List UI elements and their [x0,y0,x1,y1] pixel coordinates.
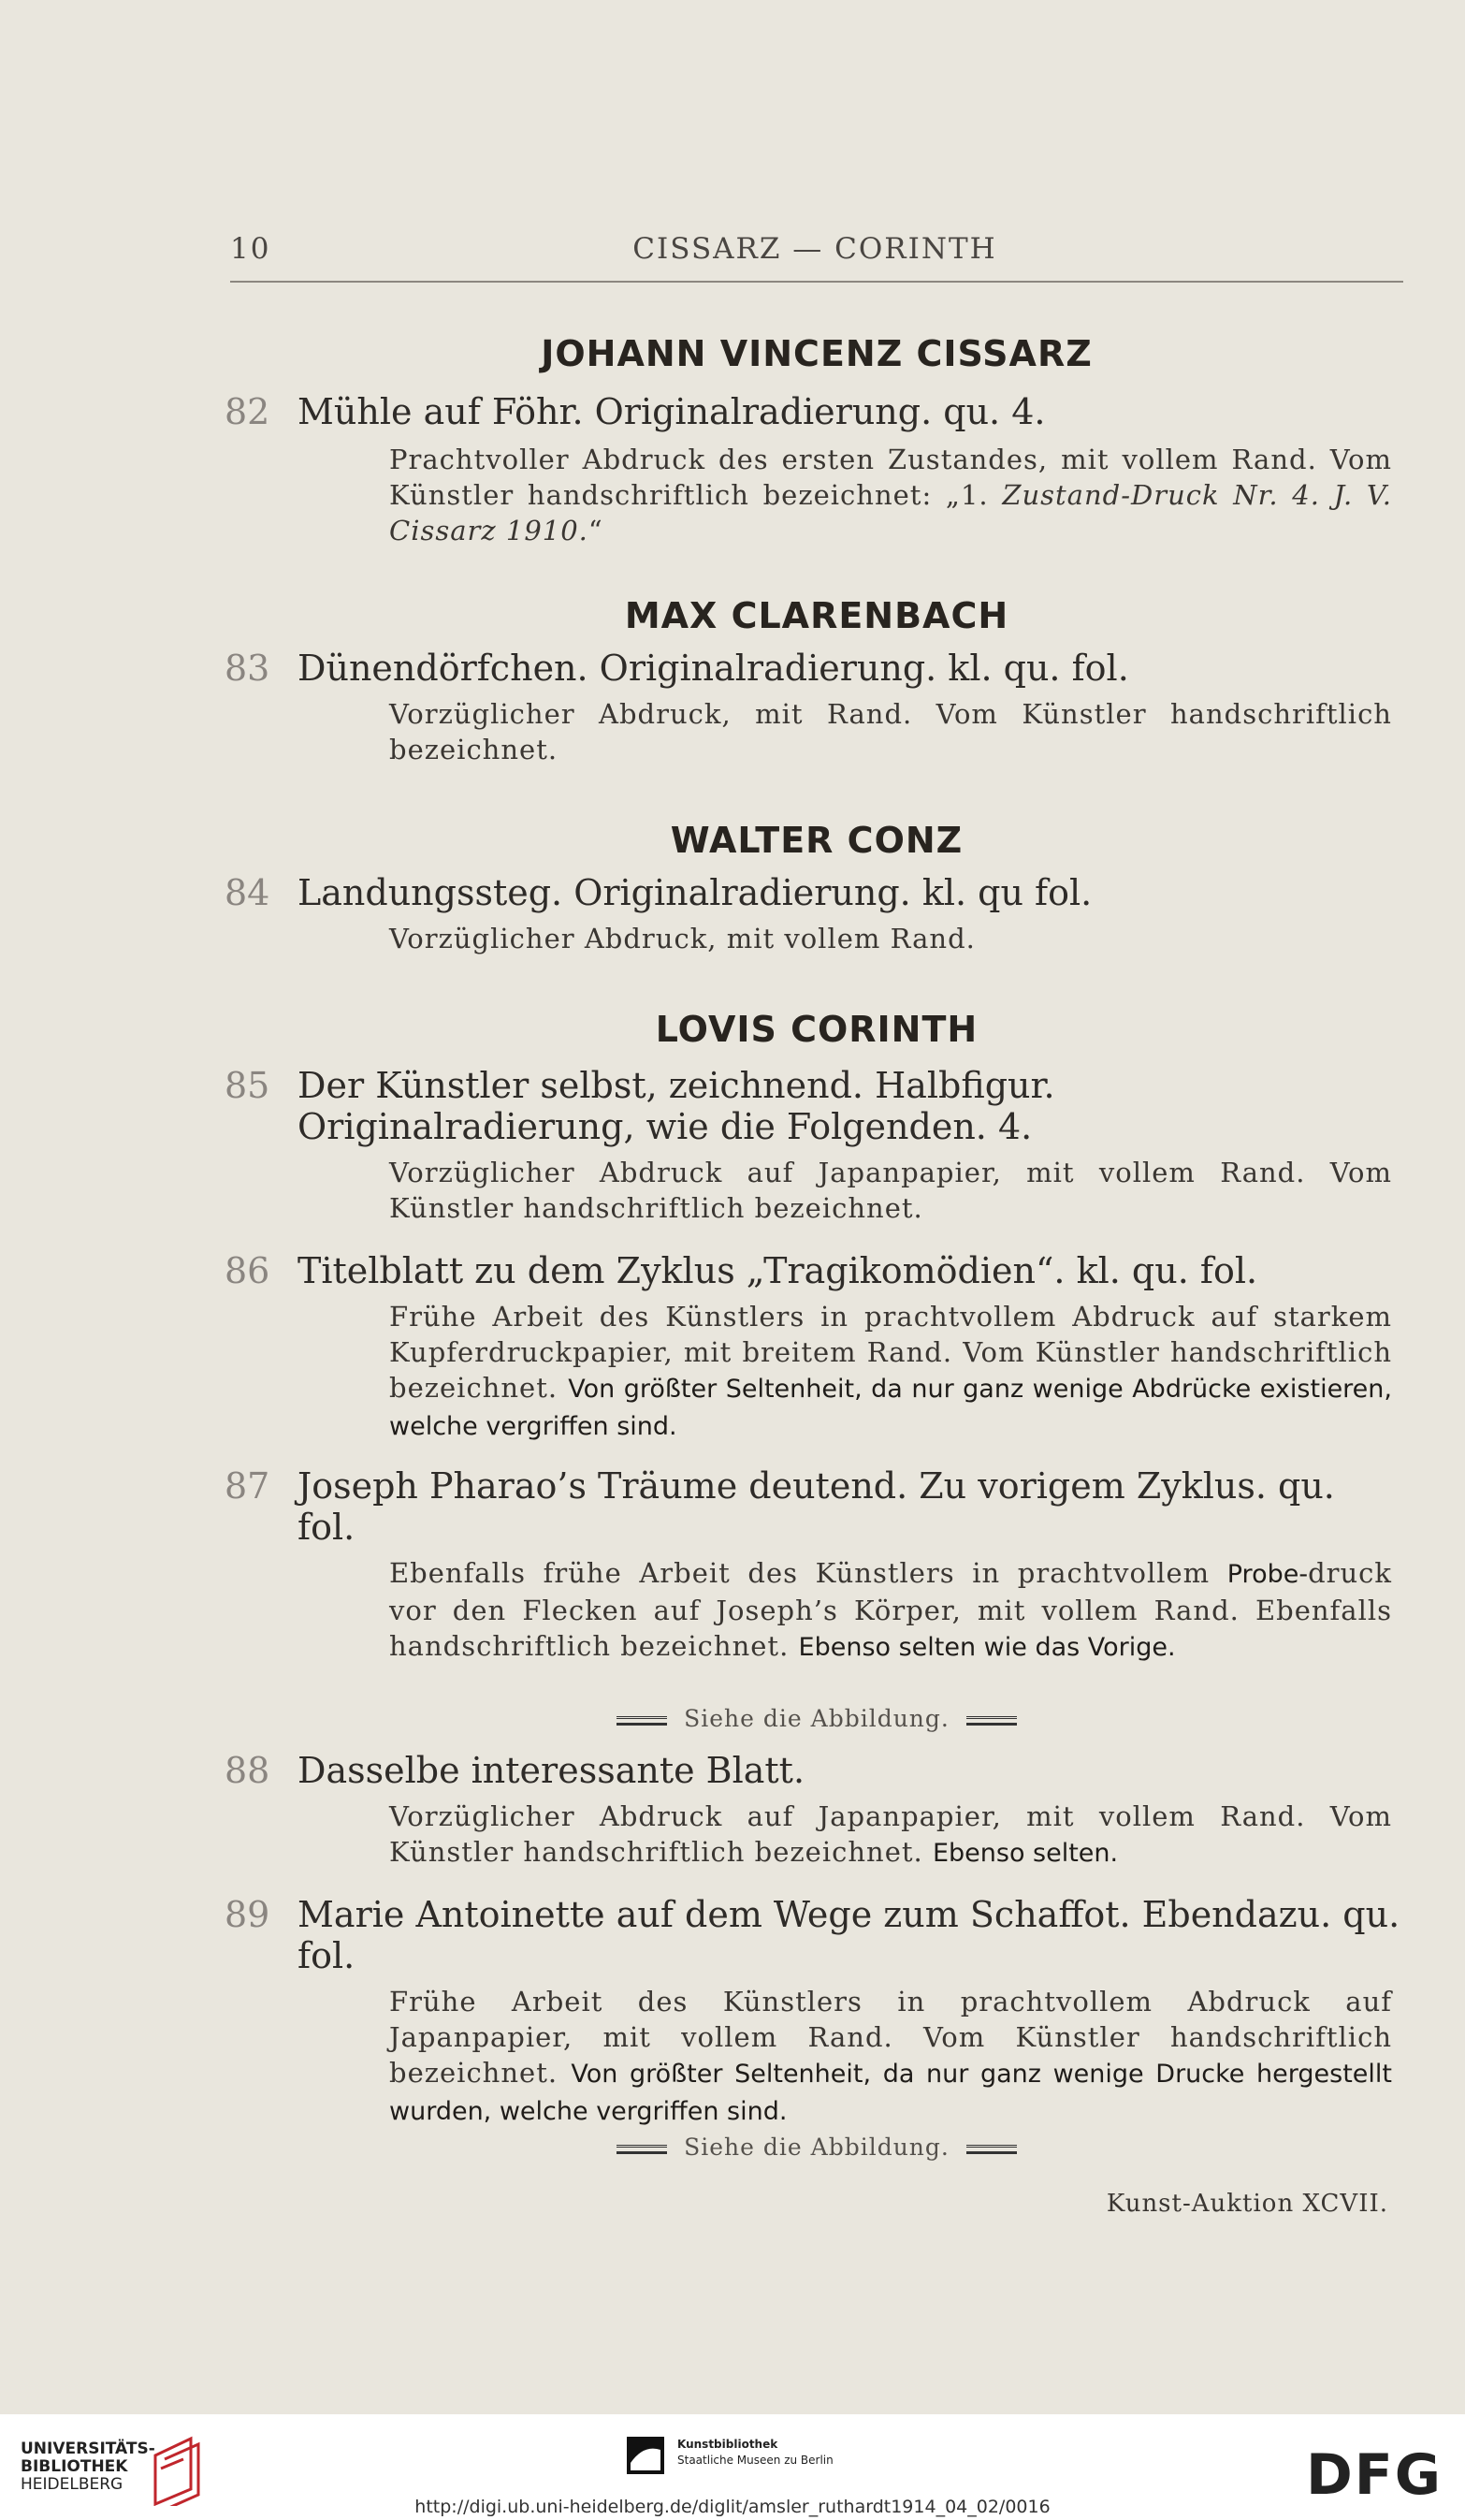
ornament-rule-right [966,2145,1017,2154]
rarity-note: Ebenso selten. [932,1839,1119,1868]
entry-description: Vorzüglicher Abdruck auf Japanpapier, mit vollem Rand. Vom Künstler handschriftlich bezeichnet. [389,1157,1392,1224]
see-illustration-note: Siehe die Abbildung. [230,2134,1403,2161]
entry-title: Mühle auf Föhr. Originalradierung. qu. 4. [297,391,1046,432]
entry-title: Titelblatt zu dem Zyklus „Tragikomödien“. kl. qu. fol. [297,1250,1258,1291]
entry-description: Vorzüglicher Abdruck, mit vollem Rand. [389,923,976,954]
running-header [230,232,1400,269]
auction-footer: Kunst-Auktion XCVII. [1106,2190,1388,2218]
rarity-note: Von größter Seltenheit, da nur ganz wenige Drucke hergestellt wurden, welche vergriffen sind. [389,2060,1393,2126]
inscription-italic: Zustand-Druck Nr. 4. J. V. Cissarz 1910. [389,479,1392,546]
entry-number: 83 [225,648,270,689]
entry-title: Marie Antoinette auf dem Wege zum Schaffot. Ebendazu. qu. fol. [297,1894,1400,1976]
kunstbibliothek-logo-text: Kunstbibliothek Staatliche Museen zu Berlin [677,2438,834,2467]
entry-number: 89 [225,1894,270,1935]
entry-description: Ebenfalls frühe Arbeit des Künstlers in prachtvollem Probe-druck vor den Flecken auf Joseph’s Körper, mit vollem Rand. Ebenfalls handschriftlich bezeichnet. Ebenso selten wie das Vorige. [389,1557,1392,1662]
entry-number: 86 [225,1250,270,1291]
entry-title: Joseph Pharao’s Träume deutend. Zu vorigem Zyklus. qu. fol. [297,1465,1335,1548]
entry-number: 82 [225,391,270,432]
entry-description: Frühe Arbeit des Künstlers in prachtvollem Abdruck auf starkem Kupferdruckpapier, mit breitem Rand. Vom Künstler handschriftlich bezeichnet. Von größter Seltenheit, da nur ganz wenige Abdrücke existieren, welche vergriffen sind. [389,1301,1392,1441]
ub-heidelberg-logo-text: UNIVERSITÄTS- BIBLIOTHEK HEIDELBERG [21,2440,155,2494]
ornament-rule-left [616,2145,667,2154]
entry-title: Der Künstler selbst, zeichnend. Halbfigur. Originalradierung, wie die Folgenden. 4. [297,1065,1055,1147]
ornament-rule-left [616,1716,667,1726]
entry-description: Frühe Arbeit des Künstlers in prachtvollem Abdruck auf Japanpapier, mit vollem Rand. Vom Künstler handschriftlich bezeichnet. Von größter Seltenheit, da nur ganz wenige Drucke hergestellt wurden, welche vergriffen sind. [389,1986,1393,2126]
rarity-note: Ebenso selten wie das Vorige. [798,1633,1176,1662]
rarity-note: Von größter Seltenheit, da nur ganz wenige Abdrücke existieren, welche vergriffen sind. [389,1375,1392,1441]
entry-description: Prachtvoller Abdruck des ersten Zustandes, mit vollem Rand. Vom Künstler handschriftlich bezeichnet: „1. Zustand-Druck Nr. 4. J. V. Cissarz 1910.“ [389,444,1392,546]
kunstbibliothek-logo-icon [625,2435,666,2476]
entry-title: Dünendörfchen. Originalradierung. kl. qu. fol. [297,648,1129,689]
entry-title: Dasselbe interessante Blatt. [297,1750,805,1791]
dfg-logo: DFG [1305,2442,1443,2508]
see-illustration-note: Siehe die Abbildung. [230,1705,1403,1732]
artist-heading-corinth: LOVIS CORINTH [655,1009,979,1050]
entry-title: Landungssteg. Originalradierung. kl. qu fol. [297,872,1093,913]
entry-description: Vorzüglicher Abdruck, mit Rand. Vom Künstler handschriftlich bezeichnet. [389,698,1392,765]
entry-number: 84 [225,872,270,913]
digitization-footer-band [0,2414,1465,2520]
entry-number: 85 [225,1065,270,1106]
running-title: CISSARZ — CORINTH [632,232,997,266]
page-number: 10 [230,232,271,266]
header-rule [230,281,1403,283]
entry-number: 88 [225,1750,270,1791]
entry-number: 87 [225,1465,270,1507]
artist-heading-conz: WALTER CONZ [670,820,964,861]
entry-description: Vorzüglicher Abdruck auf Japanpapier, mit vollem Rand. Vom Künstler handschriftlich bezeichnet. Ebenso selten. [389,1800,1392,1868]
ornament-rule-right [966,1716,1017,1726]
ub-heidelberg-mark-icon [150,2431,206,2506]
permalink-url[interactable]: http://digi.ub.uni-heidelberg.de/diglit/amsler_ruthardt1914_04_02/0016 [414,2497,1051,2517]
artist-heading-clarenbach: MAX CLARENBACH [624,595,1009,636]
artist-heading-cissarz: JOHANN VINCENZ CISSARZ [541,333,1093,374]
